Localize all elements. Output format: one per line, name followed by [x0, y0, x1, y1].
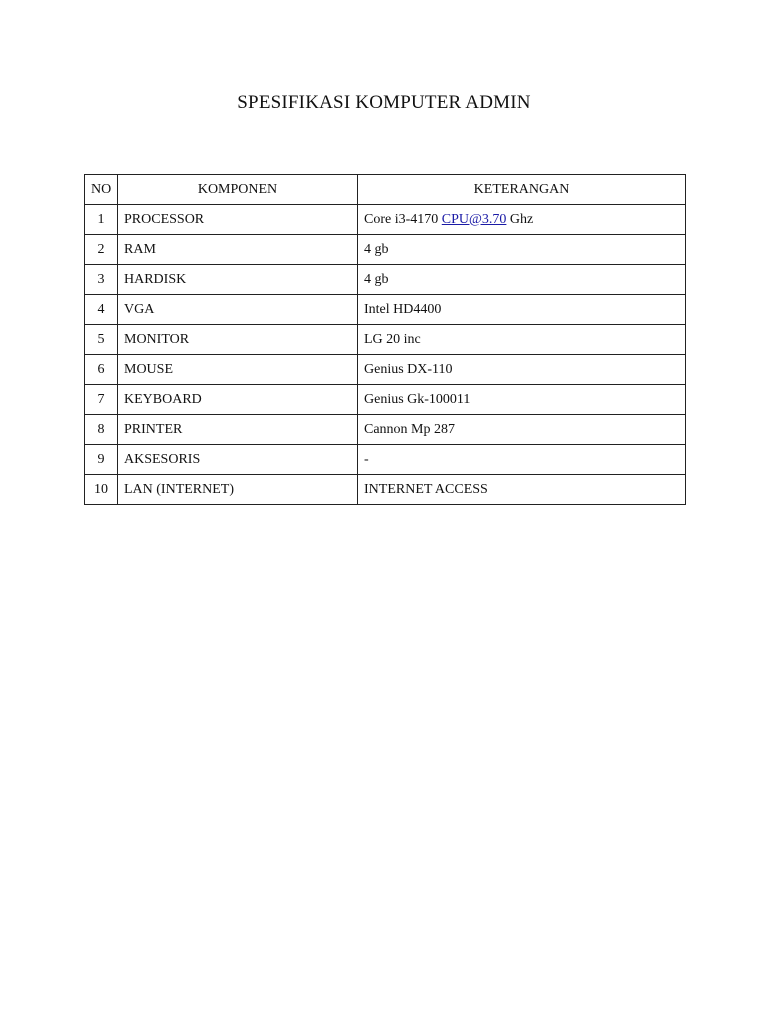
- cell-komponen: MONITOR: [118, 325, 358, 355]
- cell-no: 2: [85, 235, 118, 265]
- cell-komponen: HARDISK: [118, 265, 358, 295]
- cell-keterangan: 4 gb: [358, 265, 686, 295]
- cell-keterangan: -: [358, 445, 686, 475]
- cell-no: 3: [85, 265, 118, 295]
- table-row: [85, 295, 686, 325]
- spec-table: [84, 174, 686, 505]
- document-title: SPESIFIKASI KOMPUTER ADMIN: [237, 92, 531, 113]
- cell-keterangan-suffix: Ghz: [506, 211, 534, 227]
- cell-komponen: PRINTER: [118, 415, 358, 445]
- cell-no: 7: [85, 385, 118, 415]
- cell-keterangan: [358, 205, 686, 235]
- cell-keterangan: Genius DX-110: [358, 355, 686, 385]
- table-row: [85, 415, 686, 445]
- cell-keterangan: LG 20 inc: [358, 325, 686, 355]
- cell-keterangan: INTERNET ACCESS: [358, 475, 686, 505]
- table-row: [85, 235, 686, 265]
- cell-no: 8: [85, 415, 118, 445]
- table-row: [85, 445, 686, 475]
- header-keterangan: KETERANGAN: [358, 175, 686, 205]
- table-row: [85, 385, 686, 415]
- table-row: [85, 325, 686, 355]
- cell-komponen: KEYBOARD: [118, 385, 358, 415]
- table-row: [85, 265, 686, 295]
- table-header-row: [85, 175, 686, 205]
- cell-no: 10: [85, 475, 118, 505]
- cell-no: 9: [85, 445, 118, 475]
- table-row: [85, 355, 686, 385]
- cell-no: 1: [85, 205, 118, 235]
- header-no: NO: [85, 175, 118, 205]
- cell-keterangan: Genius Gk-100011: [358, 385, 686, 415]
- cell-komponen: PROCESSOR: [118, 205, 358, 235]
- cell-komponen: LAN (INTERNET): [118, 475, 358, 505]
- cell-no: 4: [85, 295, 118, 325]
- table-row: [85, 475, 686, 505]
- cell-komponen: AKSESORIS: [118, 445, 358, 475]
- table-row: [85, 205, 686, 235]
- cell-komponen: RAM: [118, 235, 358, 265]
- cell-komponen: VGA: [118, 295, 358, 325]
- cell-keterangan: Intel HD4400: [358, 295, 686, 325]
- cell-keterangan: 4 gb: [358, 235, 686, 265]
- cell-keterangan: Cannon Mp 287: [358, 415, 686, 445]
- header-komponen: KOMPONEN: [118, 175, 358, 205]
- cell-no: 6: [85, 355, 118, 385]
- cpu-link[interactable]: CPU@3.70: [441, 211, 507, 227]
- cell-keterangan-text: Core i3-4170: [364, 211, 442, 227]
- cell-komponen: MOUSE: [118, 355, 358, 385]
- cell-no: 5: [85, 325, 118, 355]
